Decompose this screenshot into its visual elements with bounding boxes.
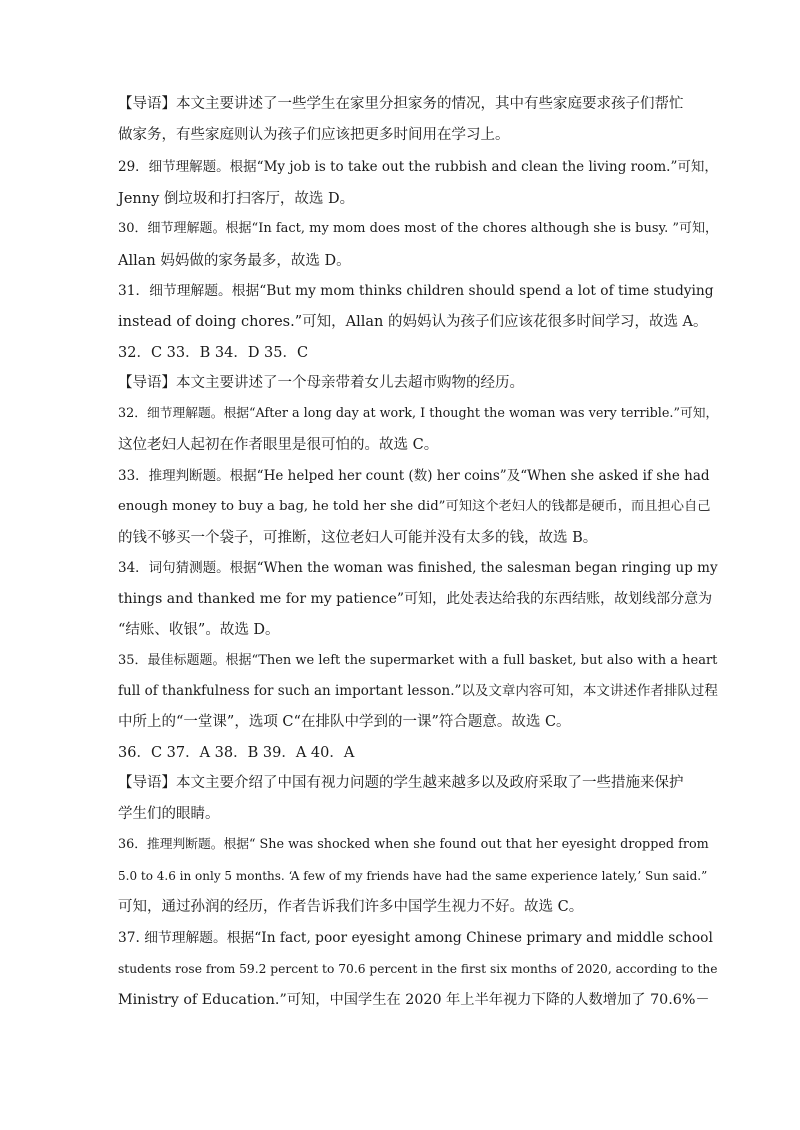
text-line: 34．词句猜测题。根据“When the woman was finished, the salesman began ringing up my <box>118 560 718 576</box>
text-line: things and thanked me for my patience”可知，此处表达给我的东西结账，故划线部分意为 <box>118 591 713 607</box>
text-line: Ministry of Education.”可知，中国学生在 2020 年上半年视力下降的人数增加了 70.6%－ <box>118 992 710 1008</box>
text-line: instead of doing chores.”可知，Allan 的妈妈认为孩子们应该花很多时间学习，故选 A。 <box>118 314 708 330</box>
text-line: 29．细节理解题。根据“My job is to take out the rubbish and clean the living room.”可知， <box>118 159 718 175</box>
text-line: 【导语】本文主要介绍了中国有视力问题的学生越来越多以及政府采取了一些措施来保护 <box>118 775 684 791</box>
answer-line: 36．C 37．A 38．B 39．A 40．A <box>118 745 355 761</box>
text-line: 学生们的眼睛。 <box>118 806 220 822</box>
text-line: enough money to buy a bag, he told her she did”可知这个老妇人的钱都是硬币，而且担心自己 <box>118 499 711 514</box>
text-line: full of thankfulness for such an important lesson.”以及文章内容可知，本文讲述作者排队过程 <box>118 683 718 699</box>
text-line: 5.0 to 4.6 in only 5 months. ‘A few of my friends have had the same experience lately,’ Sun said.” <box>118 869 708 883</box>
text-line: 30．细节理解题。根据“In fact, my mom does most of the chores although she is busy. ”可知， <box>118 221 719 236</box>
text-line: Jenny 倒垃圾和打扫客厅，故选 D。 <box>118 191 355 207</box>
text-line: students rose from 59.2 percent to 70.6 percent in the first six months of 2020, according to the <box>118 962 718 976</box>
text-line: 做家务，有些家庭则认为孩子们应该把更多时间用在学习上。 <box>118 127 510 143</box>
text-line: 中所上的“一堂课”，选项 C“在排队中学到的一课”符合题意。故选 C。 <box>118 714 571 730</box>
text-line: 【导语】本文主要讲述了一些学生在家里分担家务的情况，其中有些家庭要求孩子们帮忙 <box>118 96 684 112</box>
text-line: 33．推理判断题。根据“He helped her count (数) her coins”及“When she asked if she had <box>118 468 710 484</box>
text-line: 35．最佳标题题。根据“Then we left the supermarket with a full basket, but also with a heart <box>118 653 718 668</box>
text-line: 36．推理判断题。根据“ She was shocked when she found out that her eyesight dropped from <box>118 837 709 852</box>
text-line: “结账、收银”。故选 D。 <box>118 622 280 638</box>
text-line: Allan 妈妈做的家务最多，故选 D。 <box>118 253 351 269</box>
text-line: 的钱不够买一个袋子，可推断，这位老妇人可能并没有太多的钱，故选 B。 <box>118 530 598 546</box>
text-line: 32．细节理解题。根据“After a long day at work, I thought the woman was very terrible.”可知， <box>118 406 719 421</box>
text-line: 【导语】本文主要讲述了一个母亲带着女儿去超市购物的经历。 <box>118 375 524 391</box>
text-line: 可知，通过孙润的经历，作者告诉我们许多中国学生视力不好。故选 C。 <box>118 899 584 915</box>
text-line: 这位老妇人起初在作者眼里是很可怕的。故选 C。 <box>118 437 439 453</box>
text-line: 37. 细节理解题。根据“In fact, poor eyesight among Chinese primary and middle school <box>118 930 713 946</box>
text-line: 31．细节理解题。根据“But my mom thinks children should spend a lot of time studying <box>118 283 714 299</box>
answer-line: 32．C 33．B 34．D 35．C <box>118 345 309 361</box>
